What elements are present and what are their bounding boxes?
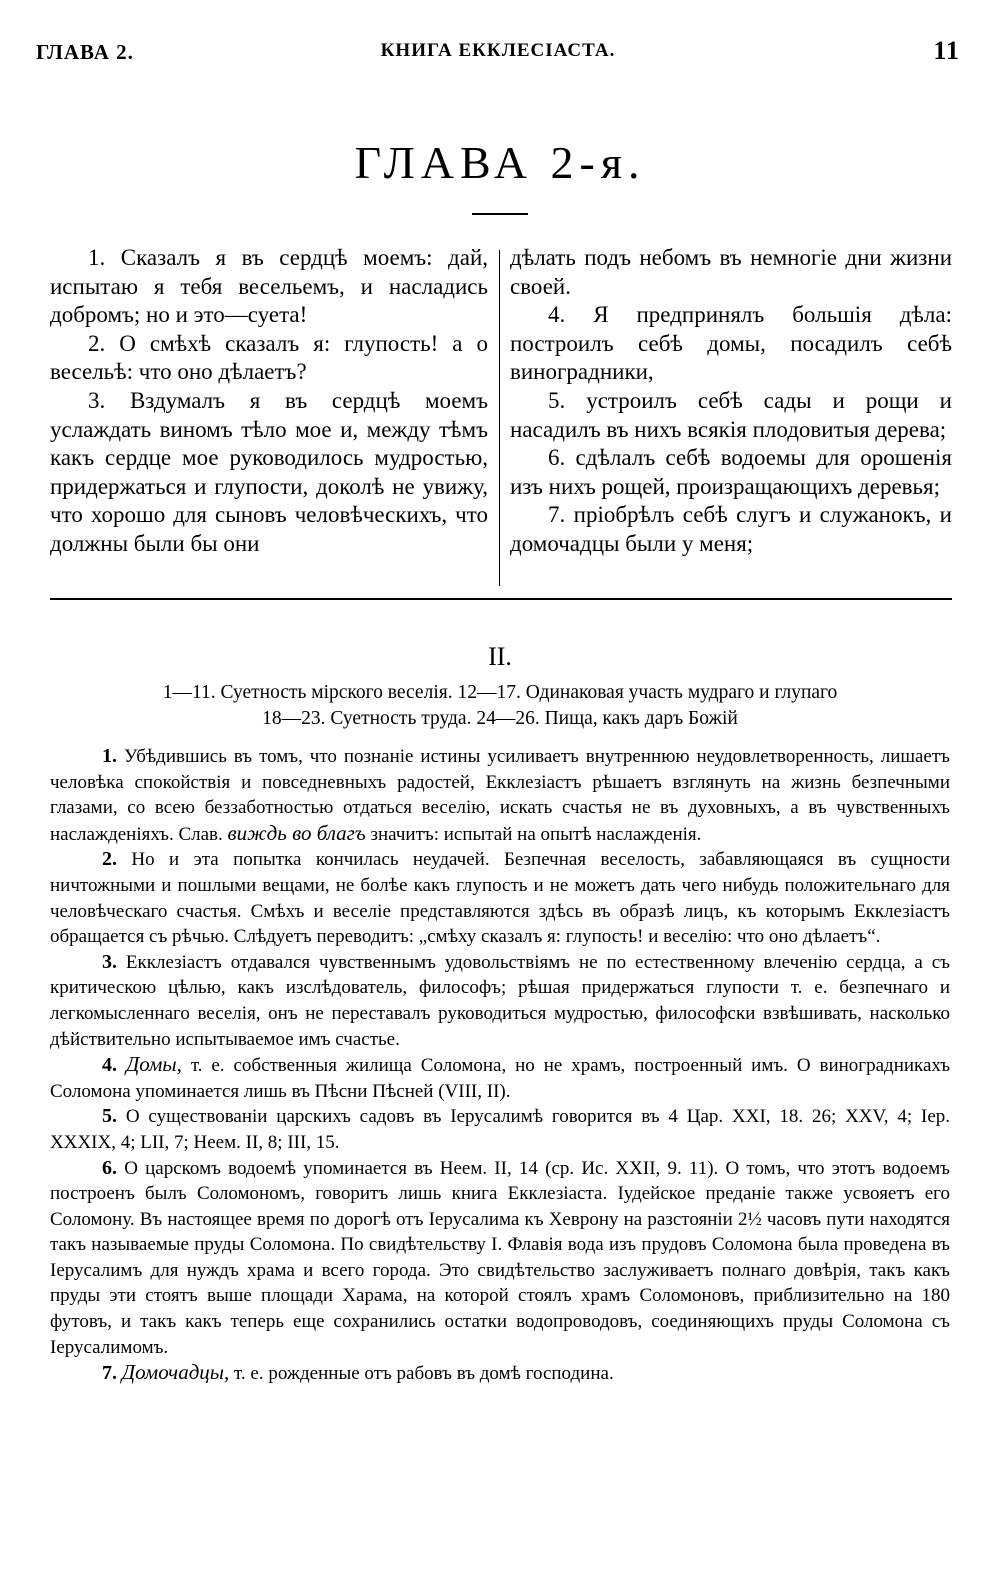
commentary-paragraph-4 [50, 1052, 950, 1104]
running-header [36, 36, 960, 76]
scripture-column-left [50, 244, 488, 559]
commentary-number: 3. [102, 950, 117, 973]
commentary-text: Но и эта попытка кончилась неудачей. Безпечная веселость, забавляющаяся въ сущности ничтожными и пошлыми вещами, не болѣе какъ глупость и не можетъ дать чего нибудь положительнаго для человѣческаго счастья. Смѣхъ и веселіе представляются здѣсь въ образѣ лицъ, къ которымъ Екклезіастъ обращается съ рѣчью. Слѣдуетъ переводитъ: „смѣху сказалъ я: глупость! и веселію: что оно дѣлаетъ“. [50, 849, 951, 948]
summary-line: 1—11. Суетность мірского веселія. 12—17. Одинаковая участь мудраго и глупаго [162, 682, 838, 703]
header-book-title: КНИГА ЕККЛЕСІАСТА. [380, 40, 616, 61]
commentary-italic: виждь во благъ [227, 820, 366, 845]
commentary-italic: Домы, [125, 1052, 182, 1077]
commentary-paragraph-5 [50, 1104, 950, 1155]
verse-7: 7. пріобрѣлъ себѣ слугъ и служанокъ, и домочадцы были у меня; [510, 502, 952, 556]
verse-3: 3. Вздумалъ я въ сердцѣ моемъ услаждать виномъ тѣло мое и, между тѣмъ какъ сердце мое руководилось мудростью, придержаться и глупости, доколѣ не увижу, что хорошо для сыновъ человѣческихъ, что должны были бы они [50, 387, 488, 556]
commentary-paragraph-2 [50, 847, 950, 949]
commentary-number: 5. [102, 1105, 117, 1128]
column-divider [499, 250, 500, 586]
commentary-text: О царскомъ водоемѣ упоминается въ Неем. II, 14 (ср. Ис. XXII, 9. 11). О томъ, что этотъ водоемъ построенъ былъ Соломономъ, говоритъ лишь книга Екклезіаста. Іудейское преданіе также усвояетъ его Соломону. Въ настоящее время по дорогѣ отъ Іерусалима къ Хеврону на разстояніи 2½ часовъ пути находятся такъ называемые пруды Соломона. По свидѣтельству І. Флавія вода изъ прудовъ Соломона была проведена въ Іерусалимъ для нуждъ храма и всего города. Это свидѣтельство заслуживаетъ полнаго довѣрія, такъ какъ пруды эти стоятъ выше площади Харама, на которой стоялъ храмъ Соломоновъ, приблизительно на 180 футовъ, и такъ какъ теперь еще сохранились остатки водопроводовъ, соединяющихъ пруды Соломона съ Іерусалимомъ. [50, 1157, 950, 1358]
commentary-text: значитъ: испытай на опытѣ наслажденія. [370, 823, 702, 845]
section-rule [50, 598, 952, 600]
verse-3-continuation: дѣлать подъ небомъ въ немногіе дни жизни своей. [510, 245, 952, 299]
chapter-title: ГЛАВА 2-я. [354, 137, 646, 188]
scripture-column-right [510, 244, 952, 559]
section-number: II. [488, 642, 512, 671]
commentary-paragraph-1 [50, 744, 950, 847]
commentary-text: Убѣдившись въ томъ, что познаніе истины усиливаетъ внутреннюю неудовлетворенность, лишаетъ человѣка спокойствія и повседневныхъ радостей, Екклезіастъ рѣшаетъ взглянуть на жизнь безпечными глазами, со всею беззаботностью отдаться веселію, искать счастья не въ духовныхъ, а въ чувственныхъ наслажденіяхъ. Слав. [50, 746, 950, 845]
verse-6: 6. сдѣлалъ себѣ водоемы для орошенія изъ нихъ рощей, произращающихъ деревья; [510, 445, 952, 499]
commentary-text: О существованіи царскихъ садовъ въ Іерусалимѣ говорится въ 4 Цар. XXI, 18. 26; XXV, 4; Іер. XXXIX, 4; LII, 7; Неем. II, 8; III, 15. [50, 1106, 951, 1153]
commentary-number: 7. [102, 1362, 117, 1385]
verse-5: 5. устроилъ себѣ сады и рощи и насадилъ въ нихъ всякія плодовитыя дерева; [510, 387, 952, 442]
commentary-number: 2. [102, 848, 117, 871]
verse-1: 1. Сказалъ я въ сердцѣ моемъ: дай, испытаю я тебя весельемъ, и насладись добромъ; но и это—суета! [50, 245, 488, 328]
commentary-paragraph-7 [50, 1360, 950, 1387]
commentary-italic: Домочадцы, [121, 1360, 230, 1385]
commentary [50, 744, 950, 1387]
commentary-number: 6. [102, 1156, 117, 1179]
commentary-text: т. е. собственныя жилища Соломона, но не храмъ, построенный имъ. О виноградникахъ Соломона упоминается лишь въ Пѣсни Пѣсней (VIII, II). [50, 1055, 951, 1102]
verse-2: 2. О смѣхѣ сказалъ я: глупость! а о весельѣ: что оно дѣлаетъ? [50, 330, 488, 385]
verse-4: 4. Я предпринялъ большія дѣла: построилъ себѣ домы, посадилъ себѣ виноградники, [510, 302, 952, 385]
scripture-columns [50, 244, 952, 592]
header-chapter: ГЛАВА 2. [36, 40, 134, 64]
commentary-number: 1. [102, 745, 117, 767]
commentary-text: Екклезіастъ отдавался чувственнымъ удовольствіямъ не по естественному влеченію сердца, а съ критическою цѣлью, какъ изслѣдователь, философъ; рѣшая придержаться глупости т. е. безпечнаго и легкомысленнаго веселія, онъ не переставалъ руководиться мудростью, философски взвѣшивать, насколько дѣйствительно испытываемое имъ счастье. [50, 951, 950, 1050]
page-number: 11 [933, 36, 960, 65]
commentary-text: т. е. рожденные отъ рабовъ въ домѣ господина. [234, 1363, 614, 1385]
commentary-paragraph-3 [50, 950, 950, 1052]
commentary-paragraph-6 [50, 1156, 950, 1361]
commentary-number: 4. [102, 1054, 117, 1077]
section-summary [50, 680, 950, 732]
title-divider [472, 213, 528, 215]
summary-line: 18—23. Суетность труда. 24—26. Пища, какъ даръ Божій [262, 708, 738, 729]
